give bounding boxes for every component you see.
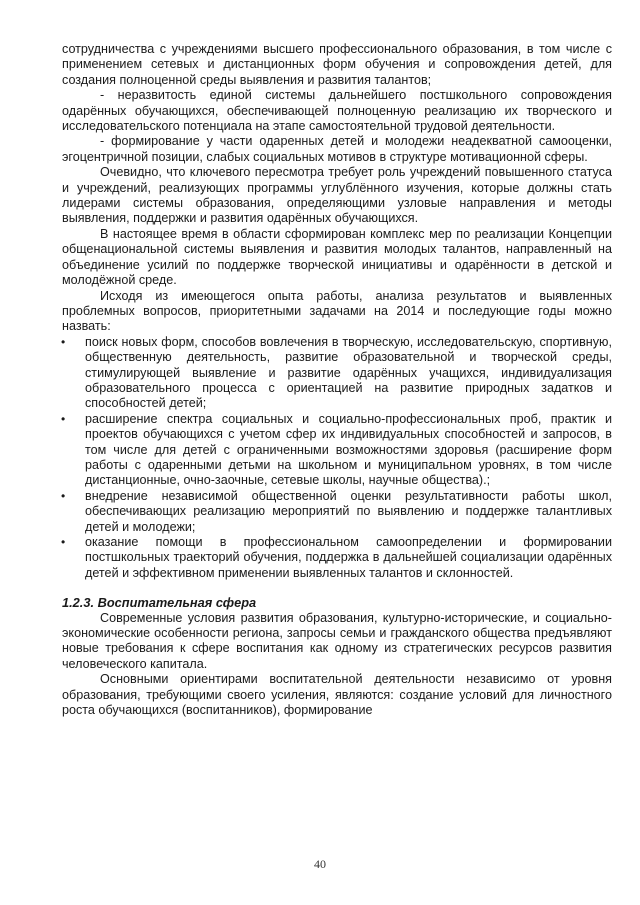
list-item-text: оказание помощи в профессиональном самоопределении и формировании постшкольных траекторий обучения, поддержка в дальнейшей социализации одарённых детей и эффективном применении выявленных талантов и склонностей. xyxy=(85,535,612,580)
paragraph-upbringing-guidelines: Основными ориентирами воспитательной деятельности независимо от уровня образования, требующими своего усиления, являются: создание условий для личностного роста обучающихся (воспитанников), формирование xyxy=(62,672,612,718)
list-item xyxy=(62,335,612,412)
list-item xyxy=(62,535,612,581)
paragraph-key-revision: Очевидно, что ключевого пересмотра требует роль учреждений повышенного статуса и учреждений, реализующих программы углублённого изучения, которые должны стать лидерами системы образования, определяющими узловые направления и методы выявления, поддержки и развития одарённых обучающихся. xyxy=(62,165,612,226)
bullet-icon: • xyxy=(61,535,66,549)
page-body xyxy=(62,42,612,718)
list-item-text: внедрение независимой общественной оценки результативности работы школ, обеспечивающих реализацию мероприятий по выявлению и поддержке талантливых детей и молодежи; xyxy=(85,488,612,534)
paragraph-priorities-intro: Исходя из имеющегося опыта работы, анализа результатов и выявленных проблемных вопросов, приоритетными задачами на 2014 и последующие годы можно назвать: xyxy=(62,288,612,334)
bullet-icon: • xyxy=(61,411,66,426)
list-item-text: расширение спектра социальных и социально-профессиональных проб, практик и проектов обучающихся с учетом сфер их индивидуальных способностей и запросов, в том числе для детей с ограниченными возможностями здоровья (расширение форм работы с одаренными детьми на школьном и муниципальном уровнях, в том числе дистанционные, очно-заочные, сетевые школы, научные общества).; xyxy=(85,411,612,488)
paragraph-upbringing-conditions: Современные условия развития образования, культурно-исторические, и социально-экономические особенности региона, запросы семьи и гражданского общества предъявляют новые требования к сфере воспитания как одному из стратегических ресурсов развития человеческого капитала. xyxy=(62,610,612,671)
paragraph-continuation: сотрудничества с учреждениями высшего профессионального образования, в том числе с применением сетевых и дистанционных форм обучения и сопровождения детей, для создания полноценной среды выявления и развития талантов; xyxy=(62,42,612,87)
paragraph-problem-selfesteem: - формирование у части одаренных детей и молодежи неадекватной самооценки, эгоцентричной позиции, слабых социальных мотивов в структуре мотивационной сферы. xyxy=(62,134,612,164)
page-number: 40 xyxy=(314,857,326,871)
paragraph-problem-postschool: - неразвитость единой системы дальнейшего постшкольного сопровождения одарённых обучающихся, обеспечивающей полноценную реализацию их творческого и исследовательского потенциала на этапе самостоятельной трудовой деятельности. xyxy=(62,88,612,134)
list-item-text: поиск новых форм, способов вовлечения в творческую, исследовательскую, спортивную, общественную деятельность, развитие образовательной и творческой среды, стимулирующей выявление и развитие одарённых учащихся, индивидуализация образовательного процесса с ориентацией на развитие природных задатков и способностей детей; xyxy=(85,334,612,411)
list-item xyxy=(62,412,612,489)
section-heading: 1.2.3. Воспитательная сфера xyxy=(62,595,257,611)
list-item xyxy=(62,489,612,535)
paragraph-measures-complex: В настоящее время в области сформирован комплекс мер по реализации Концепции общенациональной системы выявления и развития молодых талантов, направленный на объединение усилий по поддержке творческой инициативы и одарённости в детской и молодёжной среде. xyxy=(62,226,612,288)
bullet-icon: • xyxy=(61,488,66,503)
priority-tasks-list xyxy=(62,335,612,582)
bullet-icon: • xyxy=(61,334,66,349)
